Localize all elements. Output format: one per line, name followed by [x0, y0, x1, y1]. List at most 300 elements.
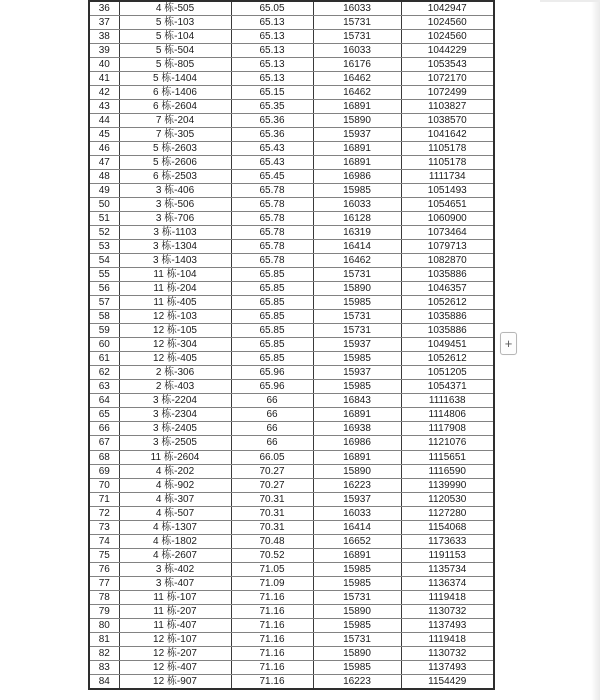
cell-row-number: 45: [89, 127, 119, 141]
cell-total-price: 1054651: [401, 197, 494, 211]
table-row: [89, 268, 494, 282]
cell-unit: 4 栋-1802: [119, 534, 231, 548]
cell-unit-price: 15731: [313, 632, 401, 646]
cell-unit: 12 栋-103: [119, 310, 231, 324]
cell-row-number: 46: [89, 141, 119, 155]
cell-total-price: 1024560: [401, 29, 494, 43]
cell-unit: 5 栋-805: [119, 57, 231, 71]
table-row: [89, 211, 494, 225]
cell-unit: 3 栋-2304: [119, 408, 231, 422]
table-row: [89, 520, 494, 534]
table-row: [89, 576, 494, 590]
table-row: [89, 464, 494, 478]
table-row: [89, 590, 494, 604]
cell-unit: 6 栋-2503: [119, 169, 231, 183]
cell-total-price: 1035886: [401, 324, 494, 338]
cell-unit: 3 栋-2505: [119, 436, 231, 450]
cell-row-number: 42: [89, 85, 119, 99]
cell-unit: 3 栋-1103: [119, 226, 231, 240]
table-row: [89, 310, 494, 324]
cell-total-price: 1060900: [401, 211, 494, 225]
table-row: [89, 85, 494, 99]
table-row: [89, 660, 494, 674]
cell-unit: 11 栋-107: [119, 590, 231, 604]
cell-row-number: 78: [89, 590, 119, 604]
table-row: [89, 478, 494, 492]
cell-total-price: 1139990: [401, 478, 494, 492]
cell-unit-price: 16986: [313, 169, 401, 183]
cell-total-price: 1042947: [401, 1, 494, 15]
cell-total-price: 1154429: [401, 675, 494, 690]
cell-area: 65.85: [231, 268, 313, 282]
cell-unit-price: 16033: [313, 506, 401, 520]
cell-total-price: 1051493: [401, 183, 494, 197]
cell-row-number: 58: [89, 310, 119, 324]
cell-unit-price: 15731: [313, 590, 401, 604]
cell-unit: 12 栋-304: [119, 338, 231, 352]
cell-row-number: 64: [89, 394, 119, 408]
cell-unit-price: 16891: [313, 450, 401, 464]
cell-total-price: 1105178: [401, 155, 494, 169]
table-row: [89, 240, 494, 254]
cell-area: 65.96: [231, 380, 313, 394]
cell-unit-price: 16319: [313, 226, 401, 240]
cell-total-price: 1117908: [401, 422, 494, 436]
cell-unit-price: 15985: [313, 562, 401, 576]
cell-area: 66: [231, 408, 313, 422]
cell-area: 71.16: [231, 590, 313, 604]
cell-unit: 11 栋-207: [119, 604, 231, 618]
cell-area: 71.16: [231, 660, 313, 674]
cell-area: 71.16: [231, 646, 313, 660]
cell-total-price: 1130732: [401, 646, 494, 660]
cell-total-price: 1082870: [401, 254, 494, 268]
cell-total-price: 1035886: [401, 310, 494, 324]
cell-unit-price: 16891: [313, 99, 401, 113]
cell-row-number: 71: [89, 492, 119, 506]
cell-unit: 3 栋-706: [119, 211, 231, 225]
cell-total-price: 1154068: [401, 520, 494, 534]
cell-total-price: 1115651: [401, 450, 494, 464]
cell-total-price: 1103827: [401, 99, 494, 113]
cell-row-number: 48: [89, 169, 119, 183]
table-row: [89, 99, 494, 113]
cell-unit-price: 16462: [313, 85, 401, 99]
cell-unit-price: 15985: [313, 380, 401, 394]
cell-area: 66: [231, 422, 313, 436]
table-row: [89, 632, 494, 646]
cell-unit-price: 15890: [313, 113, 401, 127]
cell-area: 70.31: [231, 492, 313, 506]
cell-area: 65.78: [231, 226, 313, 240]
cell-row-number: 76: [89, 562, 119, 576]
cell-unit-price: 16176: [313, 57, 401, 71]
cell-unit: 12 栋-407: [119, 660, 231, 674]
cell-unit: 5 栋-2603: [119, 141, 231, 155]
cell-row-number: 62: [89, 366, 119, 380]
cell-unit: 4 栋-202: [119, 464, 231, 478]
cell-area: 65.78: [231, 197, 313, 211]
cell-row-number: 52: [89, 226, 119, 240]
cell-unit: 11 栋-2604: [119, 450, 231, 464]
table-row: [89, 506, 494, 520]
cell-unit: 3 栋-2405: [119, 422, 231, 436]
cell-area: 65.78: [231, 240, 313, 254]
cell-total-price: 1035886: [401, 268, 494, 282]
cell-area: 65.85: [231, 324, 313, 338]
cell-total-price: 1137493: [401, 660, 494, 674]
cell-row-number: 83: [89, 660, 119, 674]
cell-unit: 6 栋-1406: [119, 85, 231, 99]
cell-total-price: 1046357: [401, 282, 494, 296]
cell-row-number: 53: [89, 240, 119, 254]
cell-row-number: 65: [89, 408, 119, 422]
cell-row-number: 70: [89, 478, 119, 492]
cell-row-number: 75: [89, 548, 119, 562]
cell-row-number: 81: [89, 632, 119, 646]
table-row: [89, 675, 494, 690]
cell-unit-price: 16414: [313, 240, 401, 254]
cell-unit: 4 栋-1307: [119, 520, 231, 534]
cell-area: 65.13: [231, 43, 313, 57]
cell-area: 65.43: [231, 155, 313, 169]
table-row: [89, 548, 494, 562]
cell-unit: 3 栋-1304: [119, 240, 231, 254]
cell-area: 65.96: [231, 366, 313, 380]
cell-unit-price: 16414: [313, 520, 401, 534]
cell-unit: 5 栋-104: [119, 29, 231, 43]
cell-row-number: 44: [89, 113, 119, 127]
cell-unit-price: 16938: [313, 422, 401, 436]
cell-total-price: 1119418: [401, 590, 494, 604]
table-row: [89, 646, 494, 660]
cell-unit-price: 15731: [313, 268, 401, 282]
cell-row-number: 82: [89, 646, 119, 660]
cell-unit-price: 15937: [313, 127, 401, 141]
cell-area: 70.31: [231, 506, 313, 520]
cell-row-number: 54: [89, 254, 119, 268]
cell-area: 70.48: [231, 534, 313, 548]
cell-area: 65.78: [231, 254, 313, 268]
cell-unit-price: 15937: [313, 366, 401, 380]
cell-row-number: 55: [89, 268, 119, 282]
cell-row-number: 80: [89, 618, 119, 632]
cell-unit-price: 15890: [313, 646, 401, 660]
cell-unit-price: 16033: [313, 1, 401, 15]
cell-unit-price: 16462: [313, 254, 401, 268]
page-right-edge: [591, 0, 600, 700]
cell-total-price: 1127280: [401, 506, 494, 520]
cell-unit: 5 栋-1404: [119, 71, 231, 85]
cell-area: 65.36: [231, 127, 313, 141]
cell-unit: 12 栋-105: [119, 324, 231, 338]
cell-unit: 4 栋-507: [119, 506, 231, 520]
table-row: [89, 352, 494, 366]
cell-unit-price: 15985: [313, 352, 401, 366]
cell-row-number: 49: [89, 183, 119, 197]
table-row: [89, 1, 494, 15]
cell-unit-price: 15985: [313, 183, 401, 197]
cell-area: 70.27: [231, 464, 313, 478]
cell-total-price: 1051205: [401, 366, 494, 380]
cell-area: 70.31: [231, 520, 313, 534]
cell-total-price: 1120530: [401, 492, 494, 506]
cell-unit-price: 16128: [313, 211, 401, 225]
cell-area: 71.16: [231, 604, 313, 618]
cell-row-number: 63: [89, 380, 119, 394]
cell-row-number: 74: [89, 534, 119, 548]
cell-total-price: 1041642: [401, 127, 494, 141]
cell-unit-price: 15731: [313, 29, 401, 43]
page-top-edge: [540, 0, 600, 2]
cell-area: 71.16: [231, 632, 313, 646]
table-row: [89, 450, 494, 464]
cell-total-price: 1079713: [401, 240, 494, 254]
table-row: [89, 197, 494, 211]
cell-area: 65.85: [231, 310, 313, 324]
cell-area: 65.45: [231, 169, 313, 183]
cell-area: 65.13: [231, 15, 313, 29]
table-row: [89, 282, 494, 296]
cell-unit-price: 16891: [313, 408, 401, 422]
cell-unit: 4 栋-505: [119, 1, 231, 15]
cell-total-price: 1173633: [401, 534, 494, 548]
table-row: [89, 254, 494, 268]
table-row: [89, 296, 494, 310]
cell-row-number: 38: [89, 29, 119, 43]
table-row: [89, 338, 494, 352]
cell-unit-price: 16891: [313, 548, 401, 562]
cell-total-price: 1054371: [401, 380, 494, 394]
cell-area: 65.78: [231, 211, 313, 225]
table-row: [89, 183, 494, 197]
cell-area: 65.13: [231, 57, 313, 71]
cell-total-price: 1052612: [401, 296, 494, 310]
cell-unit-price: 16462: [313, 71, 401, 85]
cell-area: 65.13: [231, 29, 313, 43]
cell-total-price: 1130732: [401, 604, 494, 618]
cell-area: 71.16: [231, 618, 313, 632]
table-row: [89, 562, 494, 576]
cell-unit: 12 栋-405: [119, 352, 231, 366]
cell-unit: 3 栋-407: [119, 576, 231, 590]
cell-row-number: 39: [89, 43, 119, 57]
cell-unit-price: 16891: [313, 141, 401, 155]
cell-unit: 2 栋-306: [119, 366, 231, 380]
table-row: [89, 394, 494, 408]
cell-total-price: 1024560: [401, 15, 494, 29]
cell-unit: 11 栋-405: [119, 296, 231, 310]
table-row: [89, 57, 494, 71]
table-row: [89, 29, 494, 43]
table-row: [89, 492, 494, 506]
cell-row-number: 73: [89, 520, 119, 534]
table-row: [89, 366, 494, 380]
cell-total-price: 1136374: [401, 576, 494, 590]
cell-unit-price: 16033: [313, 197, 401, 211]
cell-unit: 12 栋-107: [119, 632, 231, 646]
cell-unit-price: 15985: [313, 576, 401, 590]
cell-unit: 11 栋-407: [119, 618, 231, 632]
table-row: [89, 618, 494, 632]
cell-total-price: 1053543: [401, 57, 494, 71]
cell-unit-price: 16891: [313, 155, 401, 169]
cell-row-number: 50: [89, 197, 119, 211]
cell-row-number: 79: [89, 604, 119, 618]
cell-unit-price: 16986: [313, 436, 401, 450]
table-row: [89, 226, 494, 240]
cell-unit: 4 栋-307: [119, 492, 231, 506]
cell-row-number: 43: [89, 99, 119, 113]
cell-unit-price: 15890: [313, 464, 401, 478]
cell-area: 71.05: [231, 562, 313, 576]
table-row: [89, 113, 494, 127]
cell-unit-price: 15937: [313, 492, 401, 506]
cell-row-number: 37: [89, 15, 119, 29]
cell-total-price: 1137493: [401, 618, 494, 632]
cell-row-number: 47: [89, 155, 119, 169]
cell-row-number: 41: [89, 71, 119, 85]
cell-area: 66: [231, 436, 313, 450]
cell-unit: 3 栋-1403: [119, 254, 231, 268]
cell-row-number: 40: [89, 57, 119, 71]
cell-area: 65.15: [231, 85, 313, 99]
unit-table-body: [89, 1, 494, 689]
cell-area: 65.78: [231, 183, 313, 197]
cell-unit-price: 15985: [313, 660, 401, 674]
cell-row-number: 68: [89, 450, 119, 464]
cell-area: 66: [231, 394, 313, 408]
cell-unit: 11 栋-204: [119, 282, 231, 296]
cell-unit: 12 栋-207: [119, 646, 231, 660]
cell-area: 65.36: [231, 113, 313, 127]
cell-total-price: 1044229: [401, 43, 494, 57]
cell-area: 70.27: [231, 478, 313, 492]
table-row: [89, 324, 494, 338]
cell-area: 65.05: [231, 1, 313, 15]
table-row: [89, 380, 494, 394]
cell-total-price: 1072499: [401, 85, 494, 99]
cell-unit: 5 栋-504: [119, 43, 231, 57]
cell-unit-price: 16223: [313, 478, 401, 492]
cell-unit: 3 栋-406: [119, 183, 231, 197]
table-row: [89, 604, 494, 618]
cell-unit-price: 16843: [313, 394, 401, 408]
cell-row-number: 72: [89, 506, 119, 520]
cell-unit: 7 栋-305: [119, 127, 231, 141]
cell-row-number: 60: [89, 338, 119, 352]
table-row: [89, 408, 494, 422]
cell-total-price: 1119418: [401, 632, 494, 646]
cell-row-number: 51: [89, 211, 119, 225]
cell-area: 71.16: [231, 675, 313, 690]
cell-row-number: 56: [89, 282, 119, 296]
cell-total-price: 1135734: [401, 562, 494, 576]
cell-area: 65.35: [231, 99, 313, 113]
cell-area: 66.05: [231, 450, 313, 464]
cell-row-number: 77: [89, 576, 119, 590]
cell-area: 65.85: [231, 338, 313, 352]
cell-unit: 3 栋-2204: [119, 394, 231, 408]
cell-unit: 7 栋-204: [119, 113, 231, 127]
cell-row-number: 66: [89, 422, 119, 436]
cell-area: 65.85: [231, 282, 313, 296]
table-row: [89, 15, 494, 29]
cell-area: 65.85: [231, 296, 313, 310]
cell-area: 71.09: [231, 576, 313, 590]
cell-total-price: 1072170: [401, 71, 494, 85]
cell-unit: 11 栋-104: [119, 268, 231, 282]
cell-total-price: 1111638: [401, 394, 494, 408]
cell-unit-price: 15937: [313, 338, 401, 352]
cell-area: 65.85: [231, 352, 313, 366]
cell-unit-price: 16652: [313, 534, 401, 548]
cell-unit-price: 15985: [313, 618, 401, 632]
cell-total-price: 1049451: [401, 338, 494, 352]
table-row: [89, 43, 494, 57]
table-row: [89, 534, 494, 548]
table-row: [89, 436, 494, 450]
table-row: [89, 71, 494, 85]
cell-total-price: 1105178: [401, 141, 494, 155]
cell-total-price: 1038570: [401, 113, 494, 127]
cell-row-number: 57: [89, 296, 119, 310]
cell-unit-price: 15731: [313, 15, 401, 29]
cell-unit: 2 栋-403: [119, 380, 231, 394]
cell-total-price: 1052612: [401, 352, 494, 366]
cell-area: 70.52: [231, 548, 313, 562]
table-row: [89, 141, 494, 155]
unit-table: [88, 0, 495, 690]
cell-row-number: 36: [89, 1, 119, 15]
cell-unit-price: 15890: [313, 604, 401, 618]
cell-unit-price: 15985: [313, 296, 401, 310]
cell-total-price: 1121076: [401, 436, 494, 450]
table-row: [89, 169, 494, 183]
cell-row-number: 59: [89, 324, 119, 338]
cell-unit-price: 15731: [313, 324, 401, 338]
cell-row-number: 69: [89, 464, 119, 478]
cell-unit: 4 栋-902: [119, 478, 231, 492]
unit-price-table: [88, 0, 494, 691]
table-row: [89, 127, 494, 141]
cell-row-number: 61: [89, 352, 119, 366]
cell-row-number: 67: [89, 436, 119, 450]
add-button[interactable]: +: [500, 332, 517, 355]
cell-unit: 5 栋-103: [119, 15, 231, 29]
cell-unit-price: 15731: [313, 310, 401, 324]
cell-total-price: 1111734: [401, 169, 494, 183]
cell-total-price: 1191153: [401, 548, 494, 562]
cell-unit-price: 15890: [313, 282, 401, 296]
cell-area: 65.43: [231, 141, 313, 155]
cell-row-number: 84: [89, 675, 119, 690]
table-row: [89, 422, 494, 436]
cell-total-price: 1116590: [401, 464, 494, 478]
cell-unit-price: 16223: [313, 675, 401, 690]
cell-unit: 3 栋-402: [119, 562, 231, 576]
table-row: [89, 155, 494, 169]
cell-unit: 3 栋-506: [119, 197, 231, 211]
cell-unit-price: 16033: [313, 43, 401, 57]
cell-total-price: 1114806: [401, 408, 494, 422]
cell-total-price: 1073464: [401, 226, 494, 240]
cell-unit: 6 栋-2604: [119, 99, 231, 113]
cell-unit: 12 栋-907: [119, 675, 231, 690]
cell-area: 65.13: [231, 71, 313, 85]
cell-unit: 5 栋-2606: [119, 155, 231, 169]
cell-unit: 4 栋-2607: [119, 548, 231, 562]
